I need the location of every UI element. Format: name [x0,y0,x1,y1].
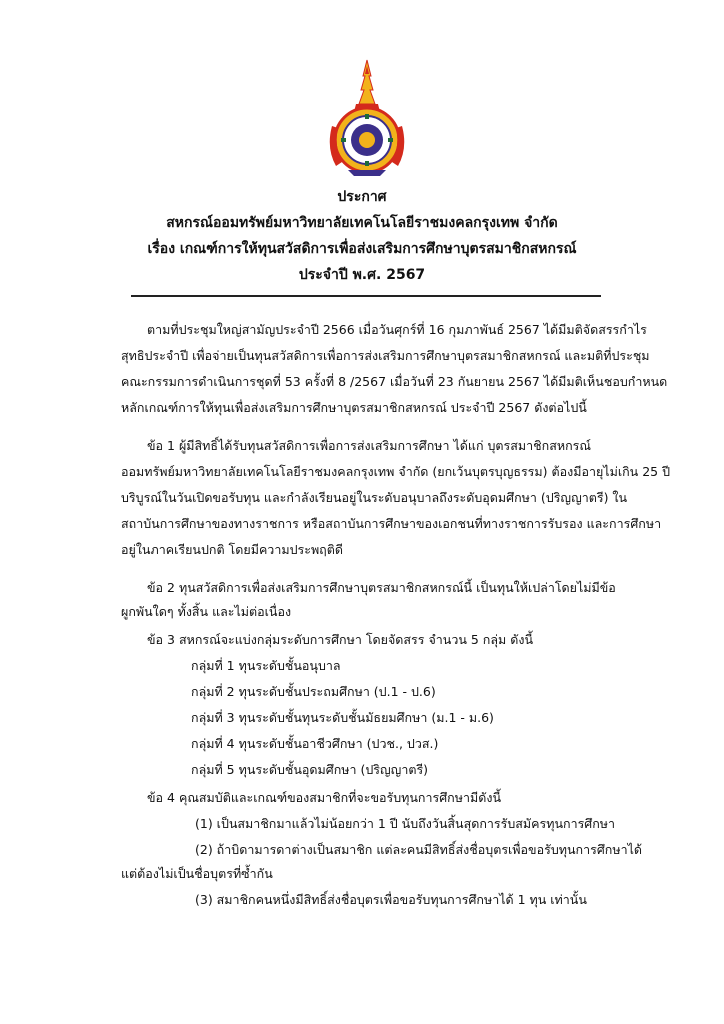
clause1-line-2: ออมทรัพย์มหาวิทยาลัยเทคโนโลยีราชมงคลกรุงเทพ จำกัด (ยกเว้นบุตรบุญธรรม) ต้องมีอายุไม่เกิน 25 ปี [121,464,671,479]
organization-name: สหกรณ์ออมทรัพย์มหาวิทยาลัยเทคโนโลยีราชมงคลกรุงเทพ จำกัด [166,215,558,231]
clause4-item-2-cont: แต่ต้องไม่เป็นชื่อบุตรที่ซ้ำกัน [121,866,273,881]
clause3-group-4: กลุ่มที่ 4 ทุนระดับชั้นอาชีวศึกษา (ปวช., ปวส.) [191,736,439,751]
intro-line-2: สุทธิประจำปี เพื่อจ่ายเป็นทุนสวัสดิการเพื่อการส่งเสริมการศึกษาบุตรสมาชิกสหกรณ์ และมติที่ประชุม [121,348,650,363]
clause3-group-1: กลุ่มที่ 1 ทุนระดับชั้นอนุบาล [191,658,341,673]
clause1-line-3: บริบูรณ์ในวันเปิดขอรับทุน และกำลังเรียนอยู่ในระดับอนุบาลถึงระดับอุดมศึกษา (ปริญญาตรี) ใน [121,490,628,505]
clause2-line-1: ข้อ 2 ทุนสวัสดิการเพื่อส่งเสริมการศึกษาบุตรสมาชิกสหกรณ์นี้ เป็นทุนให้เปล่าโดยไม่มีข้อ [147,580,616,595]
header-divider [131,295,601,297]
clause3-title: ข้อ 3 สหกรณ์จะแบ่งกลุ่มระดับการศึกษา โดยจัดสรร จำนวน 5 กลุ่ม ดังนี้ [147,632,534,647]
clause4-item-2: (2) ถ้าบิดามารดาต่างเป็นสมาชิก แต่ละคนมีสิทธิ์ส่งชื่อบุตรเพื่อขอรับทุนการศึกษาได้ [195,842,643,857]
clause4-item-1: (1) เป็นสมาชิกมาแล้วไม่น้อยกว่า 1 ปี นับถึงวันสิ้นสุดการรับสมัครทุนการศึกษา [195,816,616,831]
intro-line-1: ตามที่ประชุมใหญ่สามัญประจำปี 2566 เมื่อวันศุกร์ที่ 16 กุมภาพันธ์ 2567 ได้มีมติจัดสรรกำไร [147,322,647,337]
clause4-item-3: (3) สมาชิกคนหนึ่งมีสิทธิ์ส่งชื่อบุตรเพื่อขอรับทุนการศึกษาได้ 1 ทุน เท่านั้น [195,892,587,907]
university-crest-icon [322,58,412,178]
clause1-line-5: อยู่ในภาคเรียนปกติ โดยมีความประพฤติดี [121,542,343,557]
intro-line-4: หลักเกณฑ์การให้ทุนเพื่อส่งเสริมการศึกษาบุตรสมาชิกสหกรณ์ ประจำปี 2567 ดังต่อไปนี้ [121,400,587,415]
announcement-label: ประกาศ [337,189,387,205]
clause4-title: ข้อ 4 คุณสมบัติและเกณฑ์ของสมาชิกที่จะขอรับทุนการศึกษามีดังนี้ [147,790,502,805]
document-year: ประจำปี พ.ศ. 2567 [298,267,426,283]
clause3-group-3: กลุ่มที่ 3 ทุนระดับชั้นทุนระดับชั้นมัธยมศึกษา (ม.1 - ม.6) [191,710,494,725]
clause1-line-4: สถาบันการศึกษาของทางราชการ หรือสถาบันการศึกษาของเอกชนที่ทางราชการรับรอง และการศึกษา [121,516,662,531]
clause1-line-1: ข้อ 1 ผู้มีสิทธิ์ได้รับทุนสวัสดิการเพื่อการส่งเสริมการศึกษา ได้แก่ บุตรสมาชิกสหกรณ์ [147,438,591,453]
clause3-group-5: กลุ่มที่ 5 ทุนระดับชั้นอุดมศึกษา (ปริญญาตรี) [191,762,429,777]
clause2-line-2: ผูกพันใดๆ ทั้งสิ้น และไม่ต่อเนื่อง [121,604,292,619]
document-subject: เรื่อง เกณฑ์การให้ทุนสวัสดิการเพื่อส่งเสริมการศึกษาบุตรสมาชิกสหกรณ์ [147,241,577,257]
clause3-group-2: กลุ่มที่ 2 ทุนระดับชั้นประถมศึกษา (ป.1 - ป.6) [191,684,436,699]
intro-line-3: คณะกรรมการดำเนินการชุดที่ 53 ครั้งที่ 8 /2567 เมื่อวันที่ 23 กันยายน 2567 ได้มีมติเห็นชอบกำหนด [121,374,668,389]
